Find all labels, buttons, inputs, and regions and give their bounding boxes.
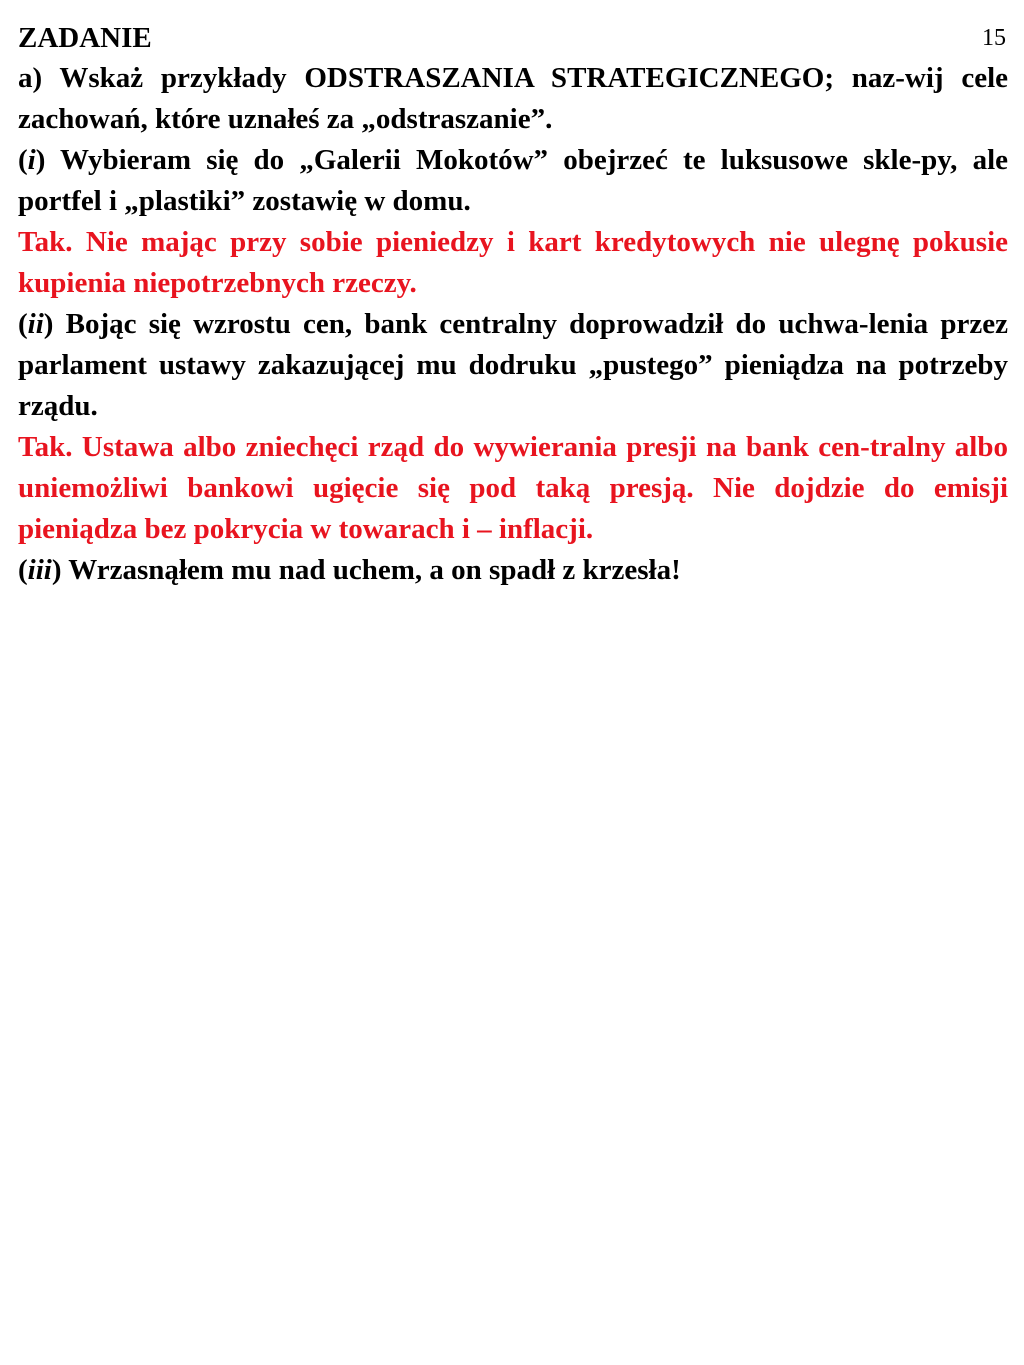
item-numeral: iii xyxy=(27,554,52,586)
task-statement: a) Wskaż przykłady ODSTRASZANIA STRATEGICZNEGO; naz-wij cele zachowań, które uznałeś za „odstraszanie”. xyxy=(18,62,1008,135)
item-close-paren: ) xyxy=(35,144,46,176)
question-i xyxy=(18,140,1008,222)
item-open-paren: ( xyxy=(18,144,28,176)
item-close-paren: ) xyxy=(51,554,62,586)
item-numeral: ii xyxy=(27,308,44,340)
item-close-paren: ) xyxy=(43,308,54,340)
question-iii xyxy=(18,550,1008,591)
page-number: 15 xyxy=(982,25,1006,51)
question-text: Wybieram się do „Galerii Mokotów” obejrzeć te luksusowe skle-py, ale portfel i „plastiki” zostawię w domu. xyxy=(18,144,1008,217)
item-numeral: i xyxy=(27,144,36,176)
document-page xyxy=(18,18,1008,591)
item-open-paren: ( xyxy=(18,554,28,586)
header xyxy=(18,18,1008,58)
answer-i: Tak. Nie mając przy sobie pieniedzy i kart kredytowych nie ulegnę pokusie kupienia niepotrzebnych rzeczy. xyxy=(18,226,1008,299)
page-title: ZADANIE xyxy=(18,22,152,54)
question-text: Bojąc się wzrostu cen, bank centralny doprowadził do uchwa-lenia przez parlament ustawy zakazującej mu dodruku „pustego” pieniądza na potrzeby rządu. xyxy=(18,308,1008,422)
question-ii xyxy=(18,304,1008,427)
question-text: Wrzasnąłem mu nad uchem, a on spadł z krzesła! xyxy=(61,554,681,586)
answer-ii: Tak. Ustawa albo zniechęci rząd do wywierania presji na bank cen-tralny albo uniemożliwi bankowi ugięcie się pod taką presją. Nie dojdzie do emisji pieniądza bez pokrycia w towarach i – inflacji. xyxy=(18,431,1008,545)
item-open-paren: ( xyxy=(18,308,28,340)
